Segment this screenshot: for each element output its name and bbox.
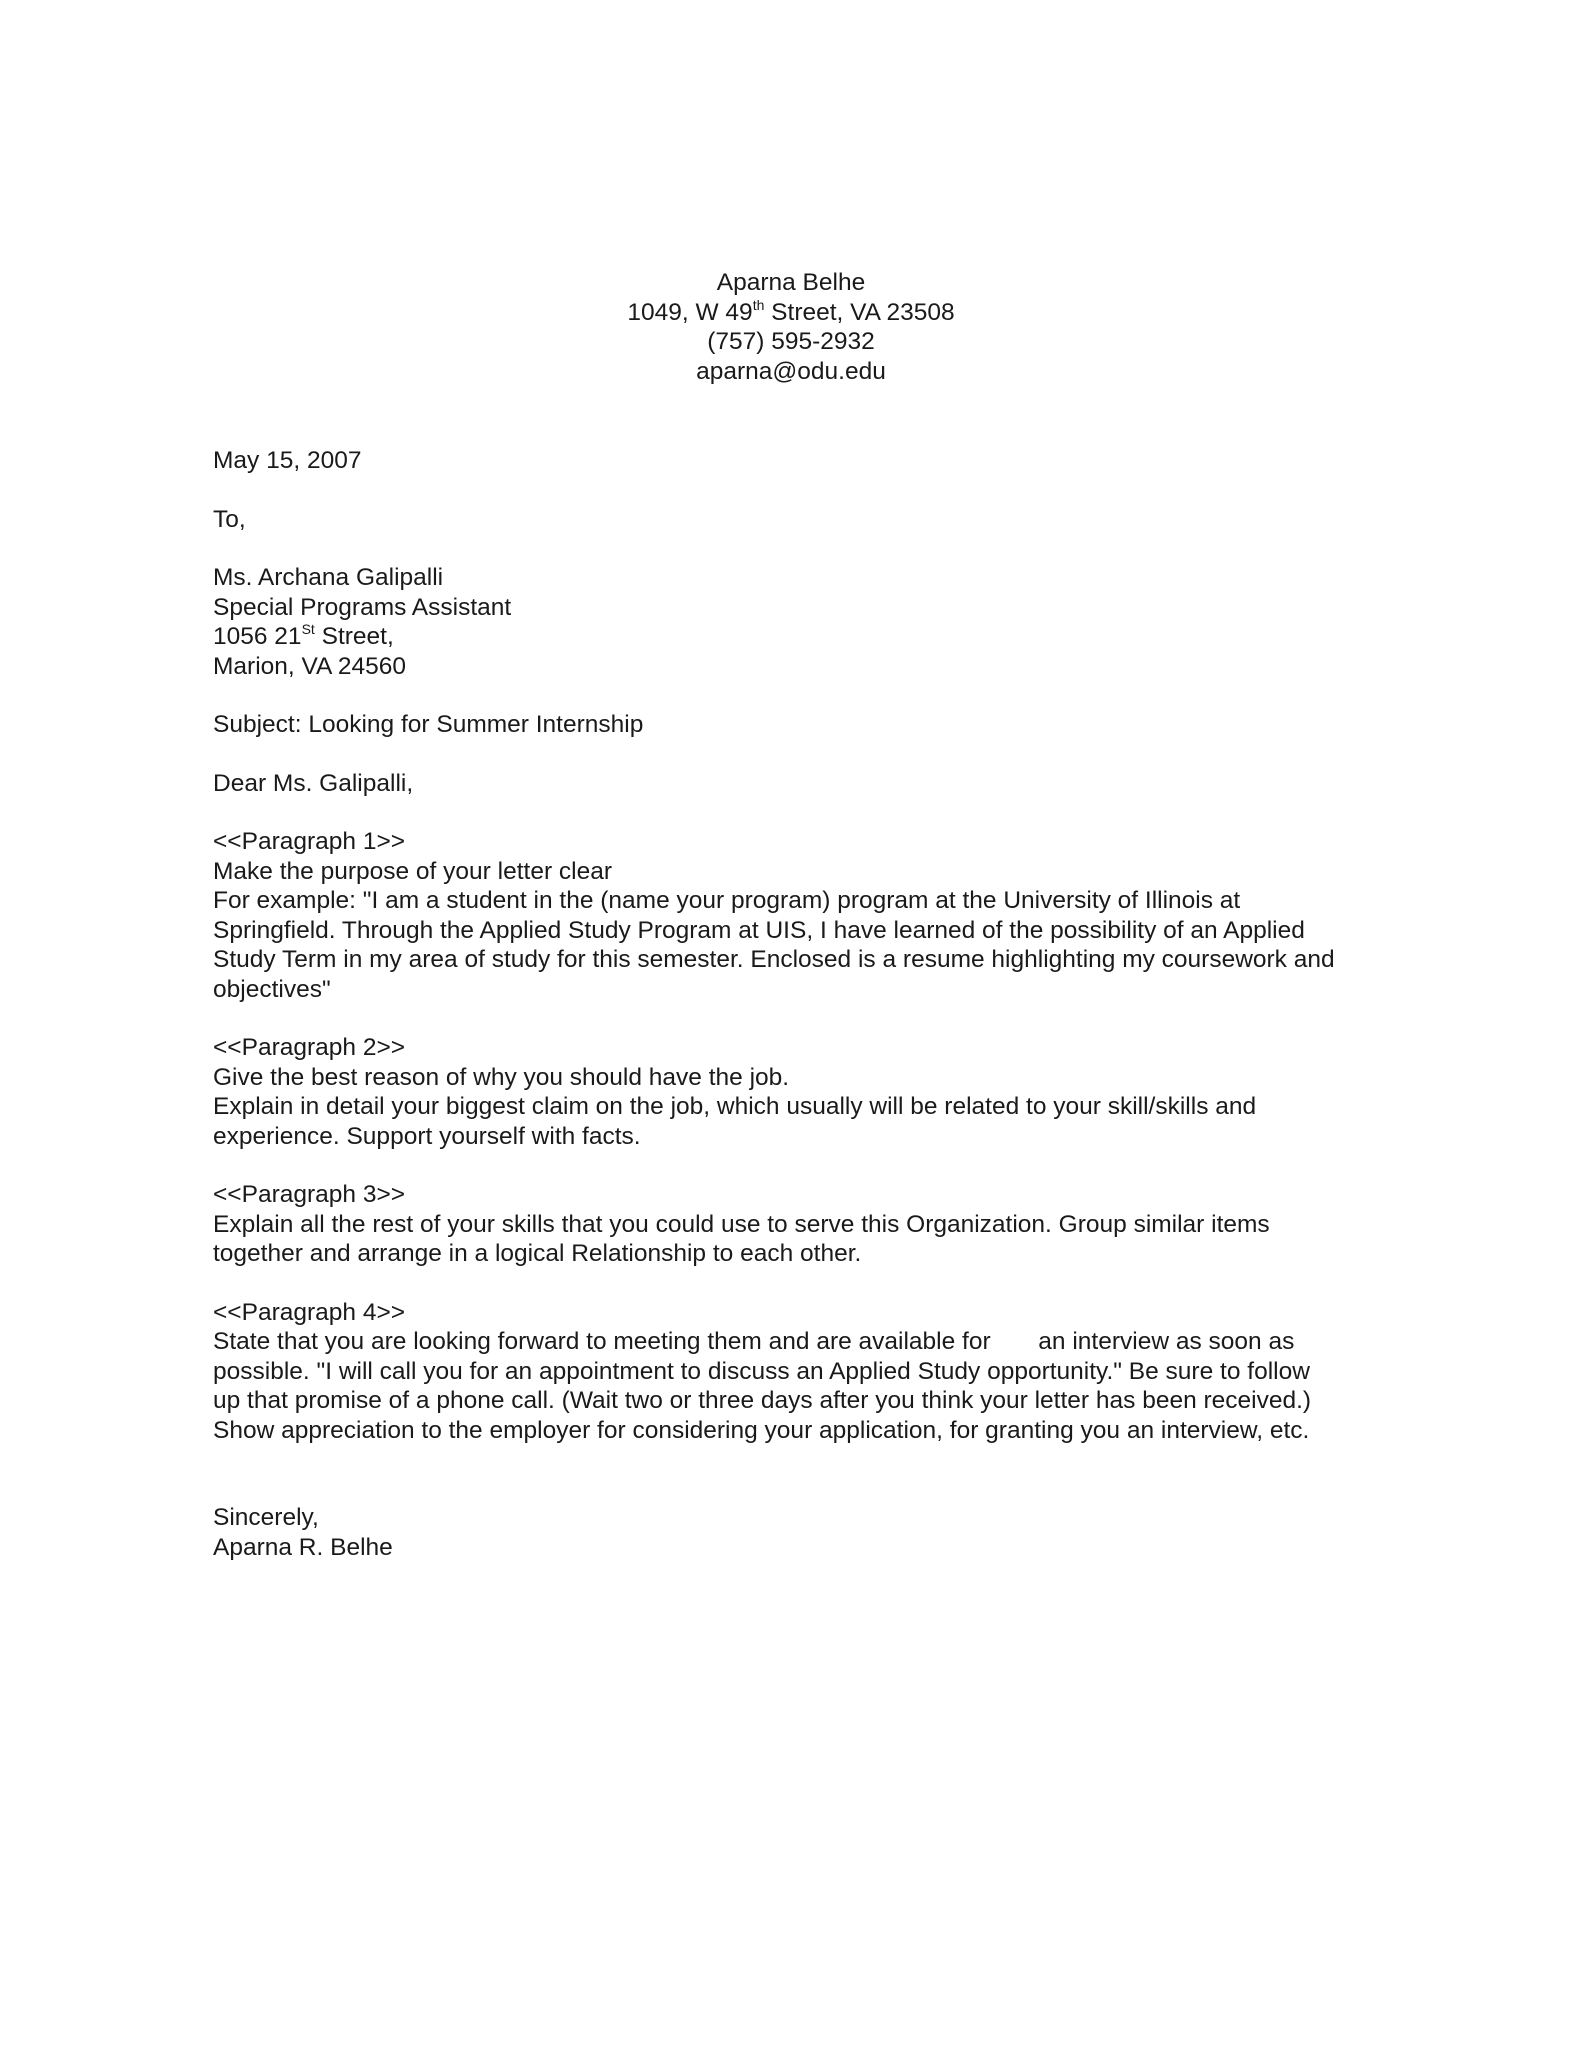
salutation: Dear Ms. Galipalli,: [213, 769, 414, 797]
paragraph-line: Give the best reason of why you should have the job.: [213, 1063, 790, 1091]
letter-body: [213, 446, 1403, 1562]
paragraph-heading: <<Paragraph 1>>: [213, 828, 406, 855]
paragraph-line: Explain in detail your biggest claim on the job, which usually will be related to your skill/skills and: [213, 1093, 1257, 1120]
paragraph-1: [213, 827, 1403, 1004]
paragraph-line: together and arrange in a logical Relationship to each other.: [213, 1240, 862, 1267]
recipient-street-rest: Street,: [314, 623, 394, 650]
recipient-name: Ms. Archana Galipalli: [213, 564, 444, 591]
paragraph-heading: <<Paragraph 4>>: [213, 1298, 406, 1326]
letter-date: May 15, 2007: [213, 447, 362, 474]
paragraph-line: up that promise of a phone call. (Wait two or three days after you think your letter has been received.): [213, 1387, 1312, 1414]
recipient-title: Special Programs Assistant: [213, 593, 512, 621]
closing: Sincerely,: [213, 1504, 319, 1531]
paragraph-line: State that you are looking forward to meeting them and are available for an interview as soon as: [213, 1328, 1295, 1355]
sender-address-suffix: th: [752, 296, 765, 313]
recipient-street-suffix: St: [301, 621, 315, 637]
paragraph-line: For example: "I am a student in the (name your program) program at the University of Illinois at: [213, 887, 1241, 914]
paragraph-heading: <<Paragraph 3>>: [213, 1181, 406, 1208]
sender-address-rest: Street, VA 23508: [764, 298, 955, 326]
paragraph-2: [213, 1033, 1403, 1151]
sender-address-number: 1049, W 49: [627, 298, 753, 326]
paragraph-3: [213, 1180, 1403, 1269]
paragraph-line: Study Term in my area of study for this semester. Enclosed is a resume highlighting my coursework and: [213, 946, 1335, 973]
to-label: To,: [213, 505, 246, 533]
recipient-block: [213, 563, 1403, 681]
paragraph-4: [213, 1298, 1403, 1446]
recipient-city: Marion, VA 24560: [213, 652, 406, 680]
paragraph-line: possible. "I will call you for an appointment to discuss an Applied Study opportunity." Be sure to follow: [213, 1357, 1310, 1385]
sender-email: aparna@odu.edu: [696, 357, 886, 385]
signature: Aparna R. Belhe: [213, 1533, 393, 1561]
sender-name: Aparna Belhe: [716, 269, 866, 296]
paragraph-line: Make the purpose of your letter clear: [213, 857, 613, 885]
sender-phone: (757) 595-2932: [707, 328, 875, 355]
subject-line: Subject: Looking for Summer Internship: [213, 711, 644, 738]
sender-header: [0, 268, 1582, 386]
recipient-street-number: 1056 21: [213, 623, 302, 650]
paragraph-line: objectives": [213, 975, 331, 1003]
paragraph-line: Springfield. Through the Applied Study Program at UIS, I have learned of the possibility of an Applied: [213, 916, 1305, 944]
paragraph-line: Show appreciation to the employer for considering your application, for granting you an interview, etc.: [213, 1416, 1310, 1444]
recipient-street: [213, 622, 1403, 652]
paragraph-line: Explain all the rest of your skills that you could use to serve this Organization. Group similar items: [213, 1210, 1270, 1238]
sender-address: [0, 298, 1582, 328]
paragraph-heading: <<Paragraph 2>>: [213, 1034, 406, 1061]
paragraph-line: experience. Support yourself with facts.: [213, 1122, 641, 1150]
